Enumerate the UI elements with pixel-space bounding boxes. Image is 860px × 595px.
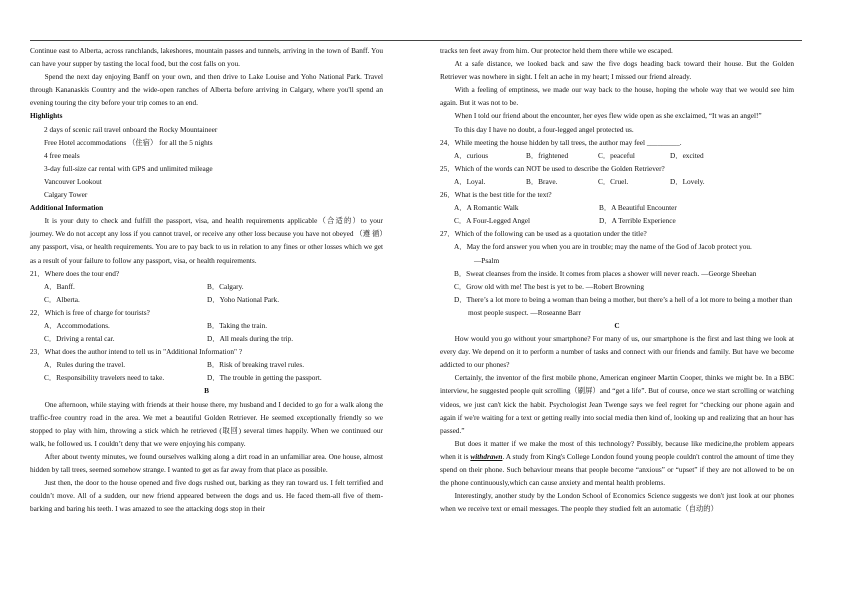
highlight-item: 4 free meals [44,150,80,160]
paragraph: With a feeling of emptiness, we made our way back to the house, hoping the whole way that we would see him again. But it was not to be. [440,85,794,108]
options-row [440,149,794,162]
option: B．Calgary. [207,281,244,291]
highlight-item: 3-day full-size car rental with GPS and unlimited mileage [44,163,213,173]
header-rule [30,40,802,41]
options-row [30,332,383,345]
option-attribution: —Psalm [474,255,500,265]
highlight-item: 2 days of scenic rail travel onboard the Rocky Mountaineer [44,124,218,134]
option: B．Risk of breaking travel rules. [207,360,305,370]
paragraph: At a safe distance, we looked back and saw the five dogs heading back toward their house. But the Golden Retriever was nowhere in sight. I felt an ache in my heart; I missed our friend already. [440,59,794,82]
paragraph: When I told our friend about the encounter, her eyes flew wide open as she exclaimed, “It was an angel!” [454,111,762,121]
question-21: 21．Where does the tour end? [30,268,120,278]
question-23: 23．What does the author intend to tell us in "Additional Information" ? [30,347,243,357]
option: C．A Four-Legged Angel [454,216,531,226]
highlighted-word: withdrawn [470,451,503,461]
option: A．Banff. [44,281,75,291]
option: B．Sweat cleanses from the inside. It comes from places a shower will never reach. —George Sheehan [454,268,757,278]
option: C．Cruel. [598,176,629,186]
question-24: 24．While meeting the house hidden by tall trees, the author may feel _________. [440,137,682,147]
options-row [440,214,794,227]
paragraph: Interestingly, another study by the London School of Economics Science suggests we don't just look at our phones when we receive text or email messages. The people they studied felt an automatic（自动的） [440,491,794,514]
text: . A study from King's College London found young people couldn't control the amount of time they spend on their phone. Such behaviour means that people become “anxious” or “upset” if they are not allowed to be on the phone continuously,which can cause anxiety and mental health problems. [440,451,794,488]
option: A．Rules during the travel. [44,360,126,370]
options-row [30,319,383,332]
text: But does it matter if we make the most of this technology? Possibly, because like medicine,the problem appears when it is [440,438,794,461]
question-26: 26．What is the best title for the text? [440,190,552,200]
option: D．excited [670,150,704,160]
paragraph: To this day I have no doubt, a four-legged angel protected us. [454,124,634,134]
question-27: 27．Which of the following can be used as a quotation under the title? [440,229,647,239]
option: A．Accommodations. [44,320,110,330]
option: A．curious [454,150,489,160]
options-row [440,201,794,214]
right-column [440,44,794,515]
paragraph: Spend the next day enjoying Banff on your own, and then drive to Lake Louise and Yoho National Park. Travel through Kananaskis Country and the wide-open ranches of Alberta before arriving in Calgary, where you'll spend an evening touring the city before your trip comes to an end. [30,72,383,108]
paragraph: One afternoon, while staying with friends at their house there, my husband and I decided to go for a walk along the traffic-free country road in the area. We met a beautiful Golden Retriever. He seemed exceptionally friendly so we stopped to play with him, throwing a stick which he retrieved (取回) several times happily. When we continued our walk, he followed us. I couldn’t deny that we were enjoying his company. [30,399,383,448]
option: D．The trouble in getting the passport. [207,373,322,383]
option: C．Responsibility travelers need to take. [44,373,165,383]
paragraph: It is your duty to check and fulfill the passport, visa, and health requirements applicable（合适的）to your journey. We do not accept any loss if you cannot travel, or receive any other loss because you have not obeyed （遵 循）any passport, visa, or health requirements. You are to pay back to us in relation to any fines or other losses which we get as a result of your failure to follow any passport, visa, or health requirements. [30,216,383,265]
option: A．Loyal. [454,176,486,186]
option: C．Driving a rental car. [44,334,115,344]
paragraph: Just then, the door to the house opened and five dogs rushed out, barking as they ran toward us. I felt terrified and couldn’t move. All of a sudden, our new friend appeared between the dogs and us. He faced them-all five of them-barking and baring his teeth. I was amazed to see the attacking dogs stop in their [30,478,383,514]
highlight-item: Calgary Tower [44,190,88,200]
option: A．A Romantic Walk [454,203,519,213]
paragraph: tracks ten feet away from him. Our protector held them there while we escaped. [440,46,673,55]
section-b-heading: B [204,386,209,396]
option: A．May the ford answer you when you are in trouble; may the name of the God of Jacob protect you. [454,242,752,252]
options-row [30,280,383,293]
options-row [30,358,383,371]
paragraph: After about twenty minutes, we found ourselves walking along a dirt road in an unfamiliar area. One house, almost hidden by tall trees, seemed somehow strange. I wanted to get as far away from that place as possible. [30,451,383,474]
option: C．Alberta. [44,294,80,304]
highlight-item: Free Hotel accommodations （住宿） for all the 5 nights [44,137,213,147]
option: D．All meals during the trip. [207,334,294,344]
highlight-item: Vancouver Lookout [44,176,102,186]
option: C．peaceful [598,150,635,160]
options-row [30,293,383,306]
paragraph [440,437,794,489]
option: D．A Terrible Experience [599,216,676,226]
option: B．Brave. [526,176,558,186]
options-row [30,371,383,384]
options-row [440,175,794,188]
option: B．frightened [526,150,569,160]
option: D．Yoho National Park. [207,294,280,304]
paragraph: How would you go without your smartphone? For many of us, our smartphone is the first and last thing we look at every day. We depend on it to perform a number of tasks and connect with our friends and family. But have we become addicted to our phones? [440,334,794,370]
additional-info-heading: Additional Information [30,203,104,213]
question-22: 22．Which is free of charge for tourists? [30,307,150,317]
paragraph: Continue east to Alberta, across ranchlands, lakeshores, mountain passes and tunnels, arriving in the town of Banff. You can have your supper by tasting the local food, but the cost falls on you. [30,46,383,69]
option: D．There’s a lot more to being a woman than being a mother, but there’s a hell of a lot more to being a mother than most people suspect. —Roseanne Barr [454,294,793,317]
left-column [30,44,383,515]
question-25: 25．Which of the words can NOT be used to describe the Golden Retriever? [440,163,665,173]
option: C．Grow old with me! The best is yet to be. —Robert Browning [454,281,644,291]
section-c-heading: C [614,320,620,330]
option: B．Taking the train. [207,320,268,330]
option: B．A Beautiful Encounter [599,203,677,213]
paragraph: Certainly, the inventor of the first mobile phone, American engineer Martin Cooper, thinks we might be. In a BBC interview, he suggested people quit scrolling（刷屏）and “get a life”. But of course, once we start scrolling or watching videos, we just can't kick the habit. Psychologist Jean Twenge says we feel regret for “checking our phone again and again if we're waiting for a text or getting really into social media then kind of, looking up and realizing that an hour has passed.” [440,373,794,435]
option: D．Lovely. [670,176,705,186]
highlights-heading: Highlights [30,111,63,121]
